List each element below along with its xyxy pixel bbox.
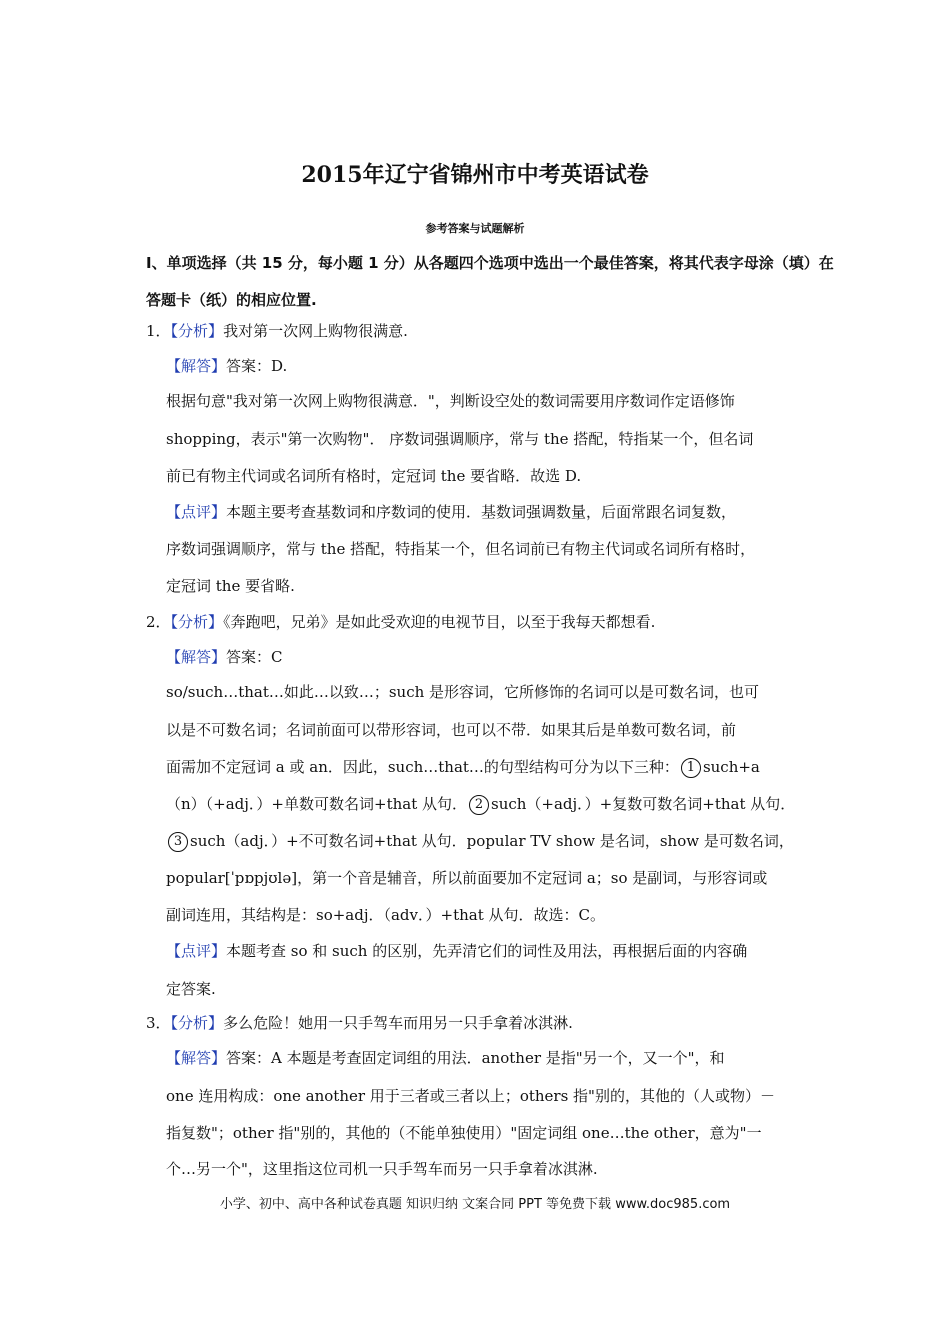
- q3-answer-line: [166, 1048, 725, 1068]
- comment-text: 本题主要考查基数词和序数词的使用．基数词强调数量，后面常跟名词复数，: [226, 503, 737, 521]
- subtitle: 参考答案与试题解析: [425, 222, 525, 235]
- q2-explanation-line: popular[ˈpɒpjʊlə]，第一个音是辅音，所以前面要加不定冠词 a；so 是副词，与形容词或: [166, 869, 768, 887]
- answer-tag: 【解答】: [166, 1049, 227, 1067]
- explanation-text: such（adj．）+不可数名词+that 从句．popular TV show 是名词，show 是可数名词，: [190, 832, 794, 850]
- explanation-text: 面需加不定冠词 a 或 an．因此，such…that…的句型结构可分为以下三种：: [166, 758, 679, 776]
- q2-explanation-line: [166, 831, 794, 852]
- q1-analysis-line: [146, 321, 408, 341]
- analysis-tag: 【分析】: [170, 322, 224, 340]
- comment-text: 本题考查 so 和 such 的区别，先弄清它们的词性及用法，再根据后面的内容确: [226, 942, 748, 960]
- q2-explanation-line: [166, 794, 795, 815]
- q1-explanation-line: 前已有物主代词或名词所有格时，定冠词 the 要省略．故选 D.: [166, 467, 582, 485]
- q3-explanation-line: 个…另一个"，这里指这位司机一只手驾车而另一只手拿着冰淇淋.: [166, 1160, 598, 1178]
- question-number: 3．: [146, 1014, 171, 1032]
- page-title: 2015年辽宁省锦州市中考英语试卷: [301, 162, 649, 188]
- answer-tag: 【解答】: [166, 648, 227, 666]
- question-number: 2．: [146, 613, 171, 631]
- q3-explanation-line: 指复数"；other 指"别的，其他的（不能单独使用）"固定词组 one…the other，意为"一: [166, 1124, 762, 1142]
- q2-explanation-line: 副词连用，其结构是：so+adj．（adv．）+that 从句．故选：C。: [166, 906, 605, 924]
- q1-comment-line: 定冠词 the 要省略.: [166, 577, 295, 595]
- answer-text: 答案：D.: [226, 357, 288, 375]
- q2-explanation-line: [166, 757, 760, 778]
- question-number: 1．: [146, 322, 171, 340]
- explanation-text: such（+adj．）+复数可数名词+that 从句．: [491, 795, 796, 813]
- q2-comment-line: [166, 941, 747, 961]
- analysis-text: 我对第一次网上购物很满意.: [223, 322, 408, 340]
- comment-tag: 【点评】: [166, 942, 227, 960]
- answer-text: 答案：C: [226, 648, 283, 666]
- q2-explanation-line: so/such…that…如此…以致…；such 是形容词，它所修饰的名词可以是可数名词，也可: [166, 683, 760, 701]
- analysis-tag: 【分析】: [170, 1014, 224, 1032]
- q2-answer-line: [166, 647, 283, 667]
- q3-explanation-line: one 连用构成：one another 用于三者或三者以上；others 指"别的，其他的（人或物）－: [166, 1087, 775, 1105]
- circled-number-3: 3: [168, 832, 188, 852]
- q1-explanation-line: 根据句意"我对第一次网上购物很满意．"，判断设空处的数词需要用序数词作定语修饰: [166, 392, 735, 410]
- analysis-text: 多么危险！她用一只手驾车而用另一只手拿着冰淇淋.: [223, 1014, 573, 1032]
- circled-number-1: 1: [681, 758, 701, 778]
- q2-explanation-line: 以是不可数名词；名词前面可以带形容词，也可以不带．如果其后是单数可数名词，前: [166, 721, 737, 739]
- circled-number-2: 2: [469, 795, 489, 815]
- q1-explanation-line: shopping，表示"第一次购物"． 序数词强调顺序，常与 the 搭配，特指某一个，但名词: [166, 430, 754, 448]
- q1-answer-line: [166, 356, 287, 376]
- q3-analysis-line: [146, 1013, 573, 1033]
- explanation-text: such+a: [702, 758, 760, 776]
- section-heading: I、单项选择（共 15 分，每小题 1 分）从各题四个选项中选出一个最佳答案，将其代表字母涂（填）在答题卡（纸）的相应位置.: [146, 254, 834, 309]
- page-footer: 小学、初中、高中各种试卷真题 知识归纳 文案合同 PPT 等免费下载 www.doc985.com: [219, 1197, 731, 1212]
- answer-tag: 【解答】: [166, 357, 227, 375]
- q1-comment-line: 序数词强调顺序，常与 the 搭配，特指某一个，但名词前已有物主代词或名词所有格时，: [166, 540, 756, 558]
- analysis-tag: 【分析】: [170, 613, 224, 631]
- answer-text: 答案：A 本题是考查固定词组的用法．another 是指"另一个，又一个"，和: [226, 1049, 725, 1067]
- comment-tag: 【点评】: [166, 503, 227, 521]
- analysis-text: 《奔跑吧，兄弟》是如此受欢迎的电视节目，以至于我每天都想看.: [223, 613, 656, 631]
- q1-comment-line: [166, 502, 736, 522]
- explanation-text: （n）（+adj．）+单数可数名词+that 从句．: [166, 795, 467, 813]
- q2-comment-line: 定答案.: [166, 980, 216, 998]
- q2-analysis-line: [146, 612, 655, 632]
